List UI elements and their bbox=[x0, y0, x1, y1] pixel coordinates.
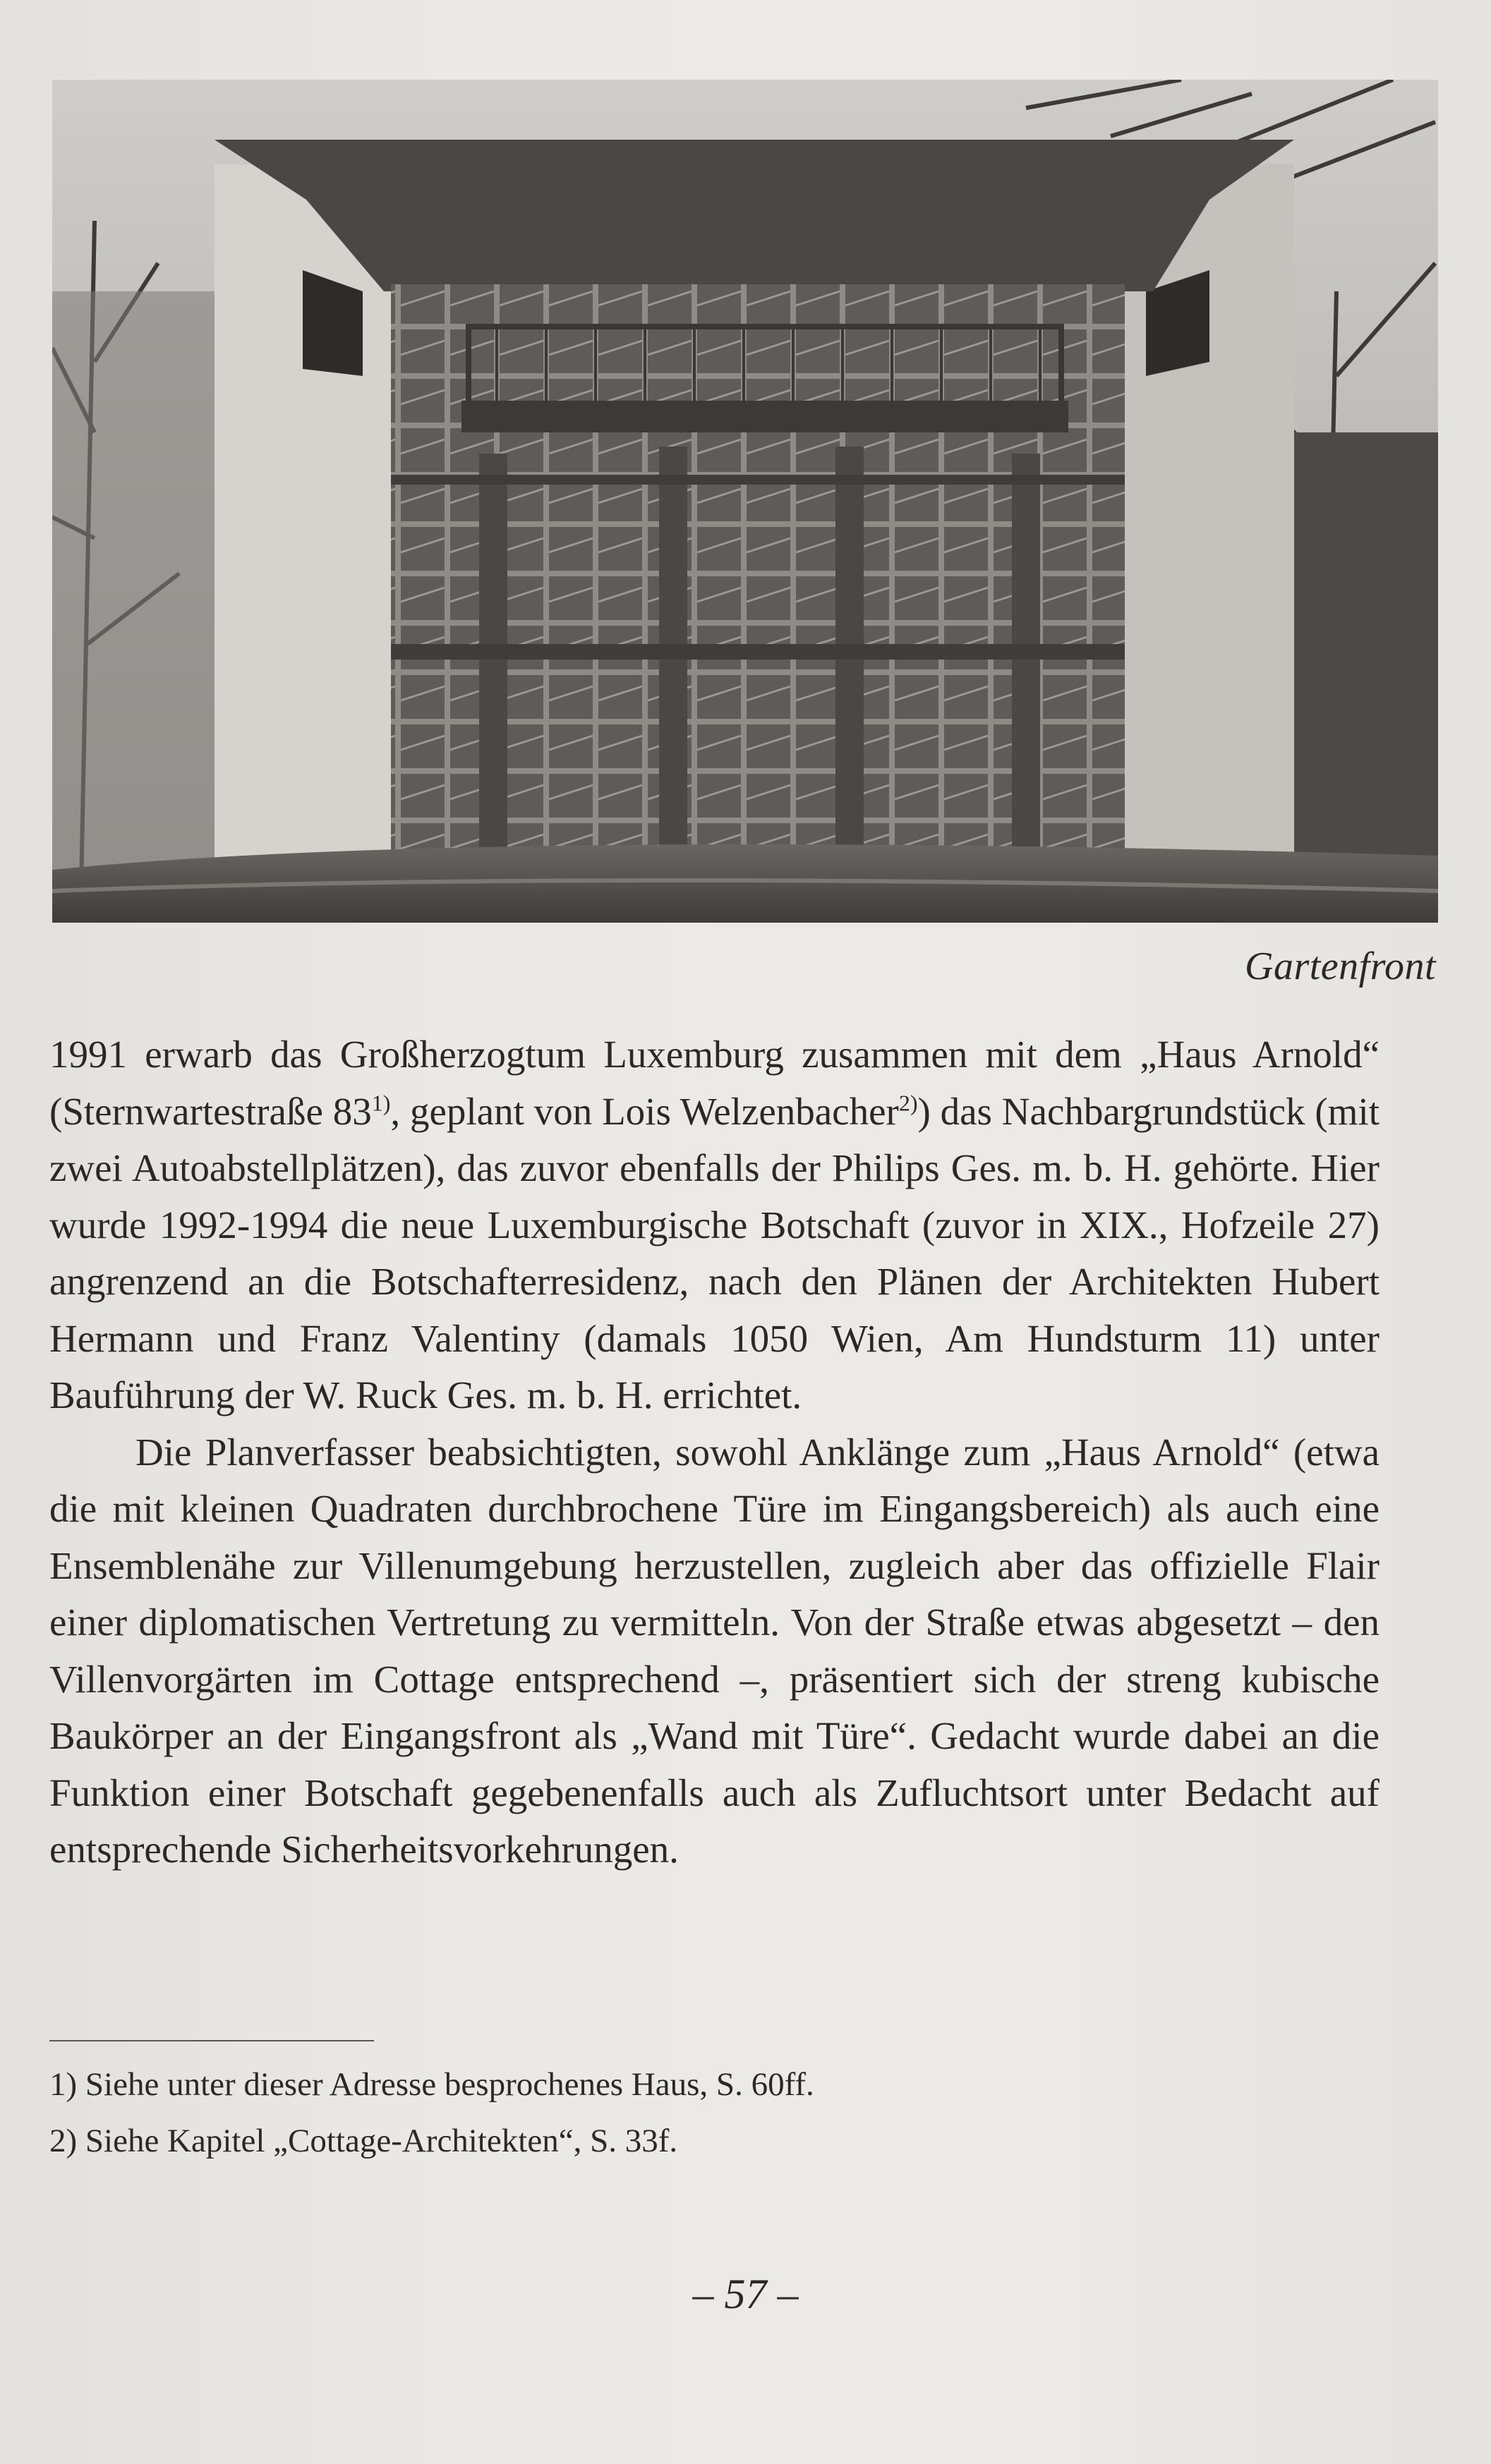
paragraph-text: , geplant von Lois Welzenbacher bbox=[390, 1089, 899, 1133]
page-number: – 57 – bbox=[692, 2271, 799, 2317]
paragraph bbox=[49, 1026, 1380, 1424]
building-photo bbox=[52, 80, 1438, 923]
body-text bbox=[49, 1026, 1380, 1879]
footnote-ref: 1) bbox=[371, 1090, 391, 1116]
paragraph-text: 1991 erwarb das Großherzogtum Luxemburg zusammen mit dem „Haus Arnold“ (Sternwartestraße 83 bbox=[49, 1033, 1380, 1133]
footnote: 2) Siehe Kapitel „Cottage-Architekten“, S. 33f. bbox=[49, 2123, 678, 2159]
embassy-garden-front-illustration bbox=[52, 80, 1438, 923]
paragraph-text: ) das Nachbargrundstück (mit zwei Autoabstellplätzen), das zuvor ebenfalls der Philips Ges. m. b. H. gehörte. Hier wurde 1992-1994 die neue Luxemburgische Botschaft (zuvor in XIX., Hofzeile 27) angrenzend an die Botschafterresidenz, nach den Plänen der Architekten Hubert Hermann und Franz Valentiny (damals 1050 Wien, Am Hundsturm 11) unter Bauführung der W. Ruck Ges. m. b. H. errichtet. bbox=[49, 1089, 1380, 1416]
footnote: 1) Siehe unter dieser Adresse besprochenes Haus, S. 60ff. bbox=[49, 2066, 814, 2103]
photo-caption: Gartenfront bbox=[1245, 945, 1436, 988]
footnote-divider bbox=[49, 2040, 374, 2041]
footnotes bbox=[49, 2056, 1380, 2169]
footnote-ref: 2) bbox=[898, 1090, 918, 1116]
paragraph: Die Planverfasser beabsichtigten, sowohl Anklänge zum „Haus Arnold“ (etwa die mit kleinen Quadraten durchbrochene Türe im Eingangsbereich) als auch eine Ensemblenähe zur Villenumgebung herzustellen, zugleich aber das offizielle Flair einer diplomatischen Vertretung zu vermitteln. Von der Straße etwas abgesetzt – den Villenvorgärten im Cottage entsprechend –, präsentiert sich der streng kubische Baukörper an der Eingangsfront als „Wand mit Türe“. Gedacht wurde dabei an die Funktion einer Botschaft gegebenenfalls auch als Zufluchtsort unter Bedacht auf entsprechende Sicherheitsvorkehrungen. bbox=[49, 1430, 1380, 1871]
